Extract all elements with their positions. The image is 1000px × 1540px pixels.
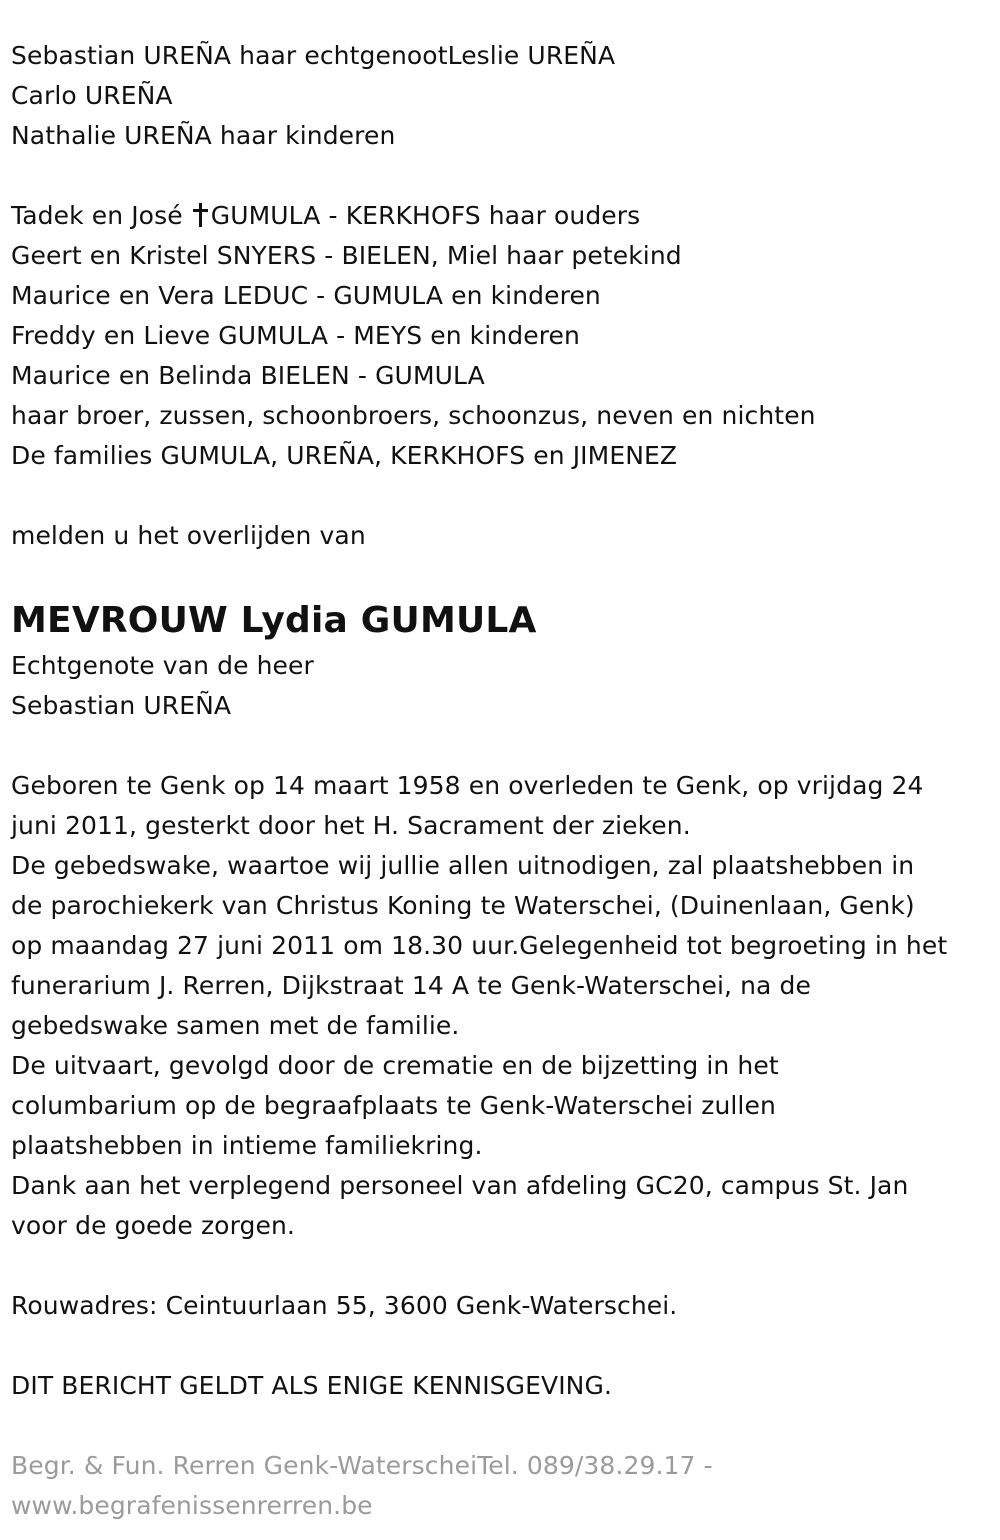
- details-line: gebedswake samen met de familie.: [11, 1011, 460, 1040]
- spouse-children-block: [11, 36, 990, 156]
- deceased-name: MEVROUW Lydia GUMULA: [11, 600, 537, 641]
- details-line: juni 2011, gesterkt door het H. Sacrament der zieken.: [11, 811, 691, 840]
- details-line: Geboren te Genk op 14 maart 1958 en overleden te Genk, op vrijdag 24: [11, 771, 924, 800]
- family-line: Sebastian UREÑA haar echtgenootLeslie UREÑA: [11, 41, 616, 70]
- deceased-relation: Echtgenote van de heer: [11, 651, 314, 680]
- relative-line: Freddy en Lieve GUMULA - MEYS en kinderen: [11, 321, 580, 350]
- deceased-spouse: Sebastian UREÑA: [11, 691, 232, 720]
- details-line: plaatshebben in intieme familiekring.: [11, 1131, 483, 1160]
- details-line: voor de goede zorgen.: [11, 1211, 295, 1240]
- details-line: columbarium op de begraafplaats te Genk-Waterschei zullen: [11, 1091, 776, 1120]
- relative-line: Maurice en Belinda BIELEN - GUMULA: [11, 361, 485, 390]
- parents-surnames: GUMULA - KERKHOFS haar ouders: [210, 201, 641, 230]
- details-line: op maandag 27 juni 2011 om 18.30 uur.Gelegenheid tot begroeting in het: [11, 931, 948, 960]
- notice-text: DIT BERICHT GELDT ALS ENIGE KENNISGEVING.: [11, 1371, 612, 1400]
- details-line: De gebedswake, waartoe wij jullie allen uitnodigen, zal plaatshebben in: [11, 851, 915, 880]
- parents-names: Tadek en José: [11, 201, 183, 230]
- announcement-text: melden u het overlijden van: [11, 521, 366, 550]
- relatives-block: [11, 196, 990, 476]
- notice-block: [11, 1366, 990, 1406]
- announcement-block: [11, 516, 990, 556]
- details-block: [11, 766, 990, 1246]
- details-line: funerarium J. Rerren, Dijkstraat 14 A te Genk-Waterschei, na de: [11, 971, 811, 1000]
- footer-website: www.begrafenissenrerren.be: [11, 1491, 373, 1520]
- details-line: De uitvaart, gevolgd door de crematie en de bijzetting in het: [11, 1051, 779, 1080]
- mourning-address: Rouwadres: Ceintuurlaan 55, 3600 Genk-Waterschei.: [11, 1291, 678, 1320]
- deceased-block: [11, 596, 990, 726]
- family-line: Carlo UREÑA: [11, 81, 173, 110]
- parents-line: [11, 196, 990, 236]
- relative-line: Maurice en Vera LEDUC - GUMULA en kinderen: [11, 281, 601, 310]
- family-line: Nathalie UREÑA haar kinderen: [11, 121, 396, 150]
- details-line: de parochiekerk van Christus Koning te Waterschei, (Duinenlaan, Genk): [11, 891, 915, 920]
- address-block: [11, 1286, 990, 1326]
- footer-contact: Begr. & Fun. Rerren Genk-WaterscheiTel. 089/38.29.17 -: [11, 1451, 713, 1480]
- relative-line: Geert en Kristel SNYERS - BIELEN, Miel haar petekind: [11, 241, 682, 270]
- relative-line: haar broer, zussen, schoonbroers, schoonzus, neven en nichten: [11, 401, 816, 430]
- cross-icon: [193, 203, 209, 227]
- funeral-home-footer: [11, 1446, 990, 1526]
- relative-line: De families GUMULA, UREÑA, KERKHOFS en JIMENEZ: [11, 441, 678, 470]
- details-line: Dank aan het verplegend personeel van afdeling GC20, campus St. Jan: [11, 1171, 909, 1200]
